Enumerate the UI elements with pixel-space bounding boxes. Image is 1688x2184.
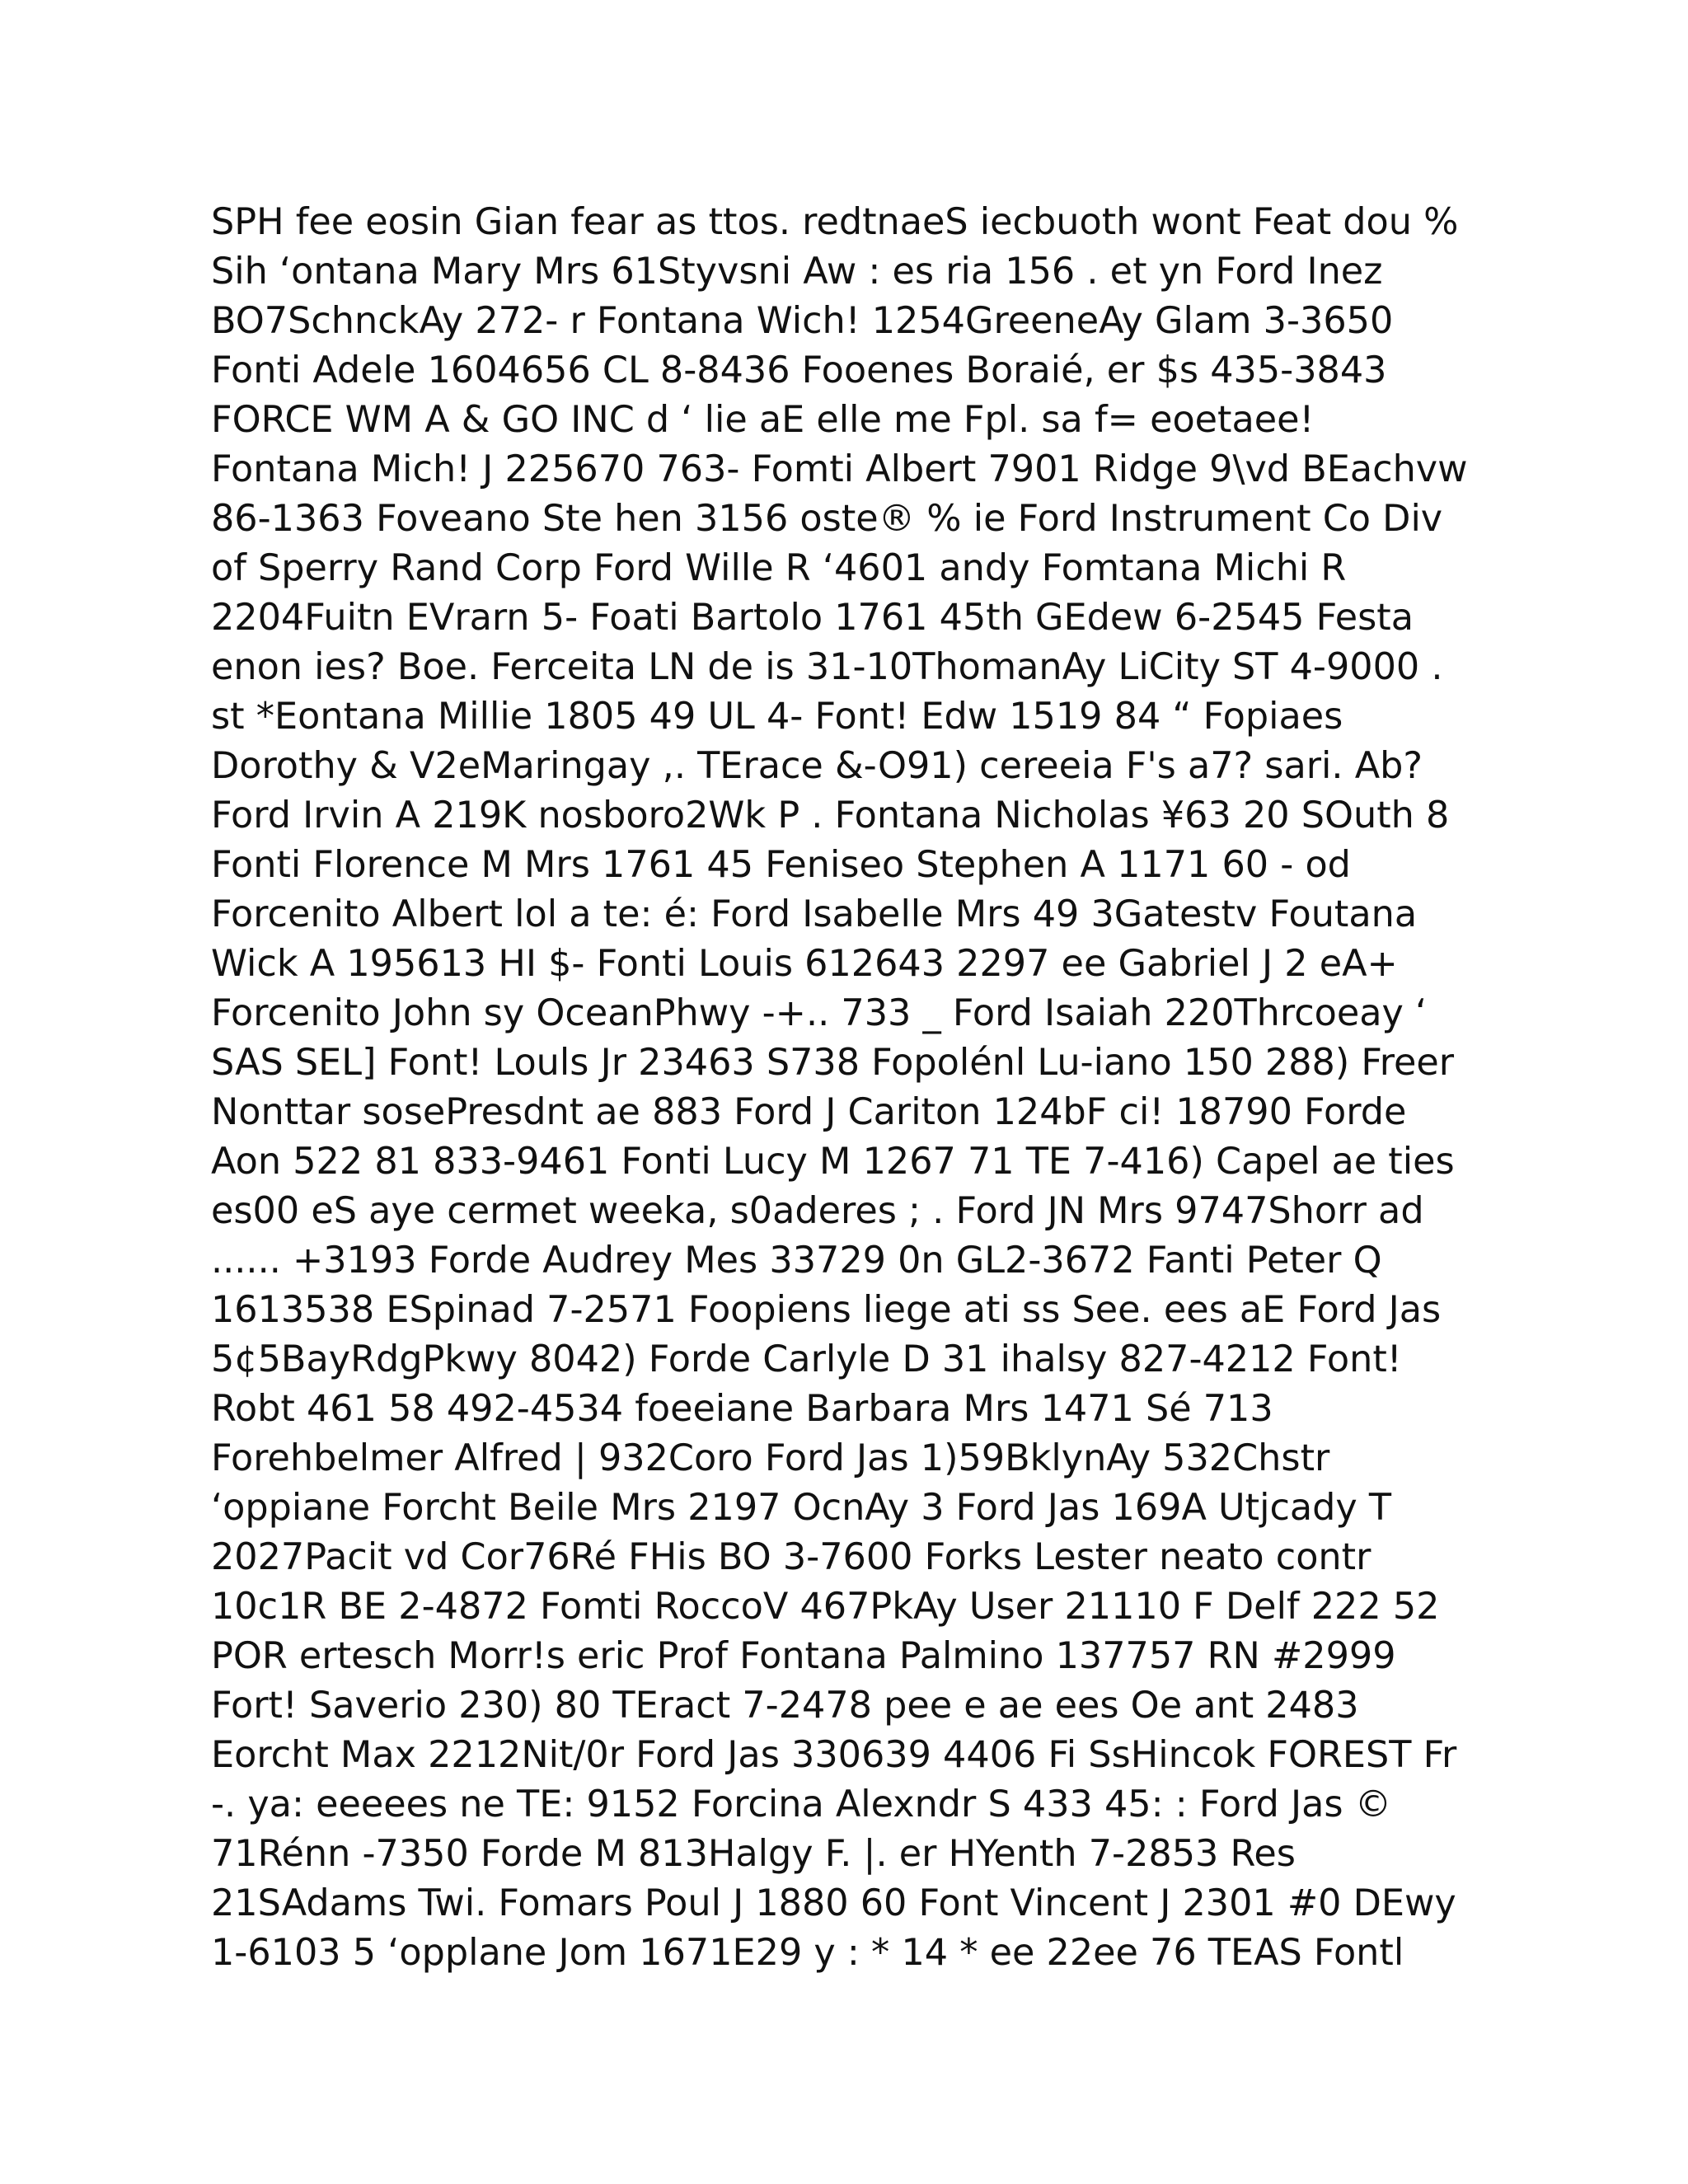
text-line: 86-1363 Foveano Ste hen 3156 oste® % ie Ford Instrument Co Div [211,498,1443,540]
text-line: 1-6103 5 ‘opplane Jom 1671E29 y : * 14 * ee 22ee 76 TEAS Fontl [211,1932,1404,1974]
text-line: Aon 522 81 833-9461 Fonti Lucy M 1267 71 TE 7-416) Capel ae ties [211,1141,1455,1183]
text-line: BO7SchnckAy 272- r Fontana Wich! 1254GreeneAy Glam 3-3650 [211,300,1394,342]
text-line: 10c1R BE 2-4872 Fomti RoccoV 467PkAy User 21110 F Delf 222 52 [211,1586,1440,1628]
text-line: Forcenito John sy OceanPhwy -+.. 733 _ Ford Isaiah 220Thrcoeay ‘ [211,992,1428,1034]
text-line: ...... +3193 Forde Audrey Mes 33729 0n GL2-3672 Fanti Peter Q [211,1240,1382,1282]
text-line: Fort! Saverio 230) 80 TEract 7-2478 pee e ae ees Oe ant 2483 [211,1685,1359,1727]
text-line: 2204Fuitn EVrarn 5- Foati Bartolo 1761 45th GEdew 6-2545 Festa [211,597,1414,639]
text-line: 71Rénn -7350 Forde M 813Halgy F. |. er HYenth 7-2853 Res [211,1833,1296,1875]
body-text [211,198,1497,1978]
text-line: Forehbelmer Alfred | 932Coro Ford Jas 1)59BklynAy 532Chstr [211,1437,1330,1479]
text-line: Wick A 195613 HI $- Fonti Louis 612643 2297 ee Gabriel J 2 eA+ [211,943,1398,985]
text-line: 2027Pacit vd Cor76Ré FHis BO 3-7600 Forks Lester neato contr [211,1536,1372,1578]
text-line: 1613538 ESpinad 7-2571 Foopiens liege ati ss See. ees aE Ford Jas [211,1289,1442,1331]
text-line: st *Eontana Millie 1805 49 UL 4- Font! Edw 1519 84 “ Fopiaes [211,696,1343,738]
text-line: SPH fee eosin Gian fear as ttos. redtnaeS iecbuoth wont Feat dou % [211,201,1459,243]
text-line: Nonttar sosePresdnt ae 883 Ford J Cariton 124bF ci! 18790 Forde [211,1091,1407,1133]
text-line: SAS SEL] Font! Louls Jr 23463 S738 Fopolénl Lu-iano 150 288) Freer [211,1042,1455,1084]
text-line: Ford Irvin A 219K nosboro2Wk P . Fontana Nicholas ¥63 20 SOuth 8 [211,794,1450,837]
text-line: Sih ‘ontana Mary Mrs 61Styvsni Aw : es ria 156 . et yn Ford Inez [211,251,1383,293]
text-line: Fontana Mich! J 225670 763- Fomti Albert 7901 Ridge 9\vd BEachvw [211,448,1468,490]
text-line: Robt 461 58 492-4534 foeeiane Barbara Mrs 1471 Sé 713 [211,1388,1273,1430]
text-line: Fonti Adele 1604656 CL 8-8436 Fooenes Boraié, er $s 435-3843 [211,349,1387,391]
text-line: Fonti Florence M Mrs 1761 45 Feniseo Stephen A 1171 60 - od [211,844,1351,886]
text-line: of Sperry Rand Corp Ford Wille R ‘4601 andy Fomtana Michi R [211,547,1347,589]
text-line: ‘oppiane Forcht Beile Mrs 2197 OcnAy 3 Ford Jas 169A Utjcady T [211,1487,1392,1529]
text-line: Eorcht Max 2212Nit/0r Ford Jas 330639 4406 Fi SsHincok FOREST Fr [211,1734,1457,1776]
text-line: Forcenito Albert lol a te: é: Ford Isabelle Mrs 49 3Gatestv Foutana [211,893,1418,935]
text-line: 21SAdams Twi. Fomars Poul J 1880 60 Font Vincent J 2301 #0 DEwy [211,1882,1456,1924]
text-line: FORCE WM A & GO INC d ‘ lie aE elle me Fpl. sa f= eoetaee! [211,399,1315,441]
text-line: -. ya: eeeees ne TE: 9152 Forcina Alexndr S 433 45: : Ford Jas © [211,1783,1392,1825]
text-line: es00 eS aye cermet weeka, s0aderes ; . Ford JN Mrs 9747Shorr ad [211,1190,1424,1232]
text-line: Dorothy & V2eMaringay ,. TErace &-O91) cereeia F's a7? sari. Ab? [211,745,1423,787]
text-line: POR ertesch Morr!s eric Prof Fontana Palmino 137757 RN #2999 [211,1635,1396,1677]
text-line: 5¢5BayRdgPkwy 8042) Forde Carlyle D 31 ihalsy 827-4212 Font! [211,1338,1402,1380]
text-line: enon ies? Boe. Ferceita LN de is 31-10ThomanAy LiCity ST 4-9000 . [211,646,1443,688]
